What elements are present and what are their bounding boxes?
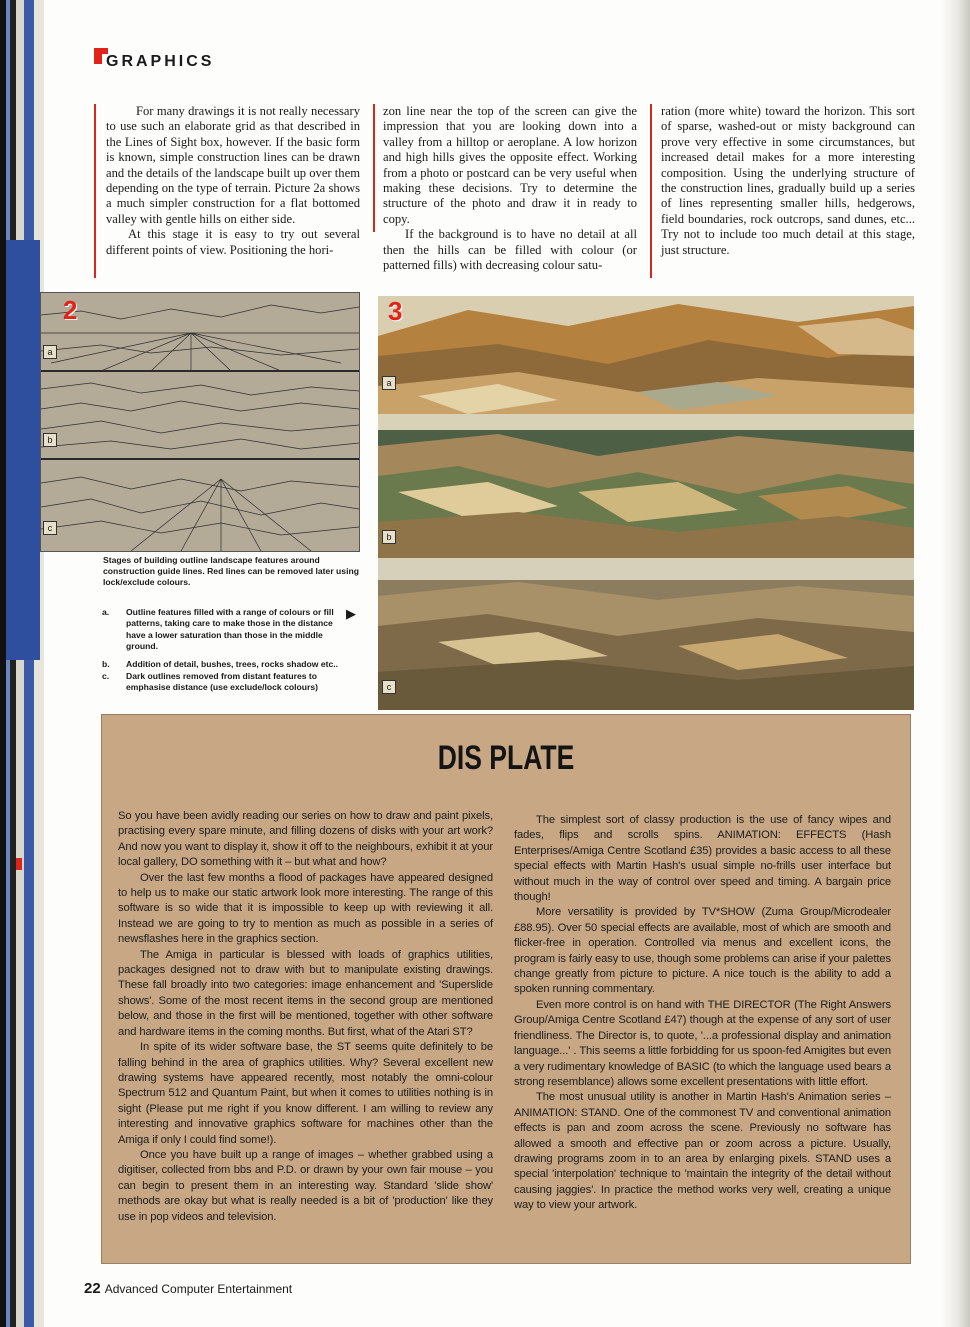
caption-item-text: Addition of detail, bushes, trees, rocks shadow etc.. [126, 659, 339, 669]
caption-item-text: Outline features filled with a range of colours or fill patterns, taking care to make those in the distance have a lower saturation than those in the middle ground. [126, 607, 334, 651]
column-rule [373, 104, 375, 232]
figure-2-image [40, 292, 360, 552]
figure-sub-label: c [382, 680, 396, 694]
figure-number: 2 [63, 295, 78, 325]
paragraph: More versatility is provided by TV*SHOW (Zuma Group/Microdealer £88.95). Over 50 special effects are available, most of which are smooth and flicker-free in operation. Controlled via menus and excellent icons, the program is fairly easy to use, though some problems can arise if your palettes change greatly from picture to picture. A nice touch is the ability to add a spoken running commentary. [514, 906, 891, 996]
figure-3-image [378, 296, 914, 710]
paragraph: ration (more white) toward the horizon. This sort of sparse, washed-out or misty background can prove very effective in some circumstances, but increased detail makes for a more interesting composition. Using the underlying structure of the construction lines, gradually build up a series of lines representing smaller hills, hedgerows, field boundaries, rock outcrops, sand dunes, etc... Try not to include too much detail at this stage, just structure. [661, 104, 915, 257]
paragraph: The most unusual utility is another in Martin Hash's Animation series – ANIMATION: STAND. One of the commonest TV and conventional animation effects is pan and zoom across the scene. Previously no software has allowed a smooth and effective pan or zoom across a picture. Usually, drawing programs zoom in to an area by enlarging pixels. STAND uses a special 'interpolation' technique to 'maintain the integrity of the detail without causing jaggies'. In practice the method works very well, creating a unique way to view your artwork. [514, 1091, 891, 1212]
paragraph: The simplest sort of classy production is the use of fancy wipes and fades, flips and scrolls spins. ANIMATION: EFFECTS (Hash Enterprises/Amiga Centre Scotland £35) provides a basic access to all these special effects with Martin Hash's usual simple no-frills user interface but without much in the way of control over speed and timing. A bargain price though! [514, 814, 891, 904]
text-column-2 [383, 104, 637, 273]
paragraph: Once you have built up a range of images – whether grabbed using a digitiser, collected from bbs and P.D. or drawn by your own fair mouse – you can begin to present them in an interesting way. Standard 'slide show' methods are okay but what is really needed is a bit of 'production' like they use in pop videos and television. [118, 1148, 493, 1223]
figure-3-drawing [378, 296, 914, 710]
page-number: 22 [84, 1280, 101, 1297]
figure-sub-label: b [382, 530, 396, 544]
figure-sub-label: c [43, 521, 57, 535]
figure-sub-label: a [382, 376, 396, 390]
feature-column-right [514, 813, 891, 1214]
column-rule [94, 104, 96, 278]
page-edge [940, 0, 970, 1327]
arrow-right-icon: ▶ [346, 606, 356, 621]
paragraph: So you have been avidly reading our series on how to draw and paint pixels, practising every spare minute, and filling dozens of disks with your art work? And now you want to display it, show it off to the neighbours, exhibit it at your local gallery, DO something with it – but what and how? [118, 810, 493, 869]
figure-sub-label: a [43, 345, 57, 359]
feature-box [101, 714, 911, 1264]
text-column-1 [106, 104, 360, 258]
figure-sub-label: b [43, 433, 57, 447]
binding-edge [0, 0, 44, 1327]
figure-2-drawing [41, 293, 359, 551]
feature-title: DIS PLATE [437, 739, 575, 777]
column-rule [650, 104, 652, 278]
caption-item-text: Dark outlines removed from distant features to emphasise distance (use exclude/lock colours) [126, 671, 318, 693]
binding-edge-band [0, 240, 44, 660]
paragraph: The Amiga in particular is blessed with loads of graphics utilities, packages designed not to draw with but to manipulate existing drawings. These fall broadly into two categories: image enhancement and 'Superslide shows'. Some of the most recent items in the second group are mentioned below, and those in the first will be mentioned, together with other software and hardware items in the coming months. But first, what of the Atari ST? [118, 948, 493, 1038]
figure-number: 3 [388, 296, 403, 326]
caption-item-label: c. [102, 671, 110, 681]
paragraph: Over the last few months a flood of packages have appeared designed to help us to make our static artwork look more interesting. The range of this software is so wide that it is impossible to keep up with reviewing it all. Instead we are going to try to mention as much as possible in a series of newsflashes here in the graphics section. [118, 871, 493, 946]
figure-2-caption: Stages of building outline landscape features around construction guide lines. Red lines can be removed later using lock/exclude colours. [103, 555, 359, 588]
paragraph: zon line near the top of the screen can give the impression that you are looking down into a valley from a hilltop or aeroplane. A low horizon and high hills gives the opposite effect. Working from a photo or postcard can be very useful when making these decisions. Try to determine the structure of the photo and draw it in ready to copy. [383, 104, 637, 226]
binding-red-mark [16, 858, 22, 870]
page-footer [84, 1280, 292, 1297]
text-column-3 [661, 104, 915, 258]
magazine-name: Advanced Computer Entertainment [104, 1282, 293, 1296]
paragraph: In spite of its wider software base, the ST seems quite definitely to be falling behind in the area of graphics utilities. Why? Several excellent new drawing systems have appeared recently, most notably the omni-colour Spectrum 512 and Quantum Paint, but when it comes to utilities nothing is in sight (Please put me right if you know different. I am willing to review any interesting and innovative graphics software for machines other than the Amiga if only I could find some!). [118, 1041, 493, 1146]
paragraph: If the background is to have no detail at all then the hills can be filled with colour (or patterned fills) with decreasing colour satu- [383, 227, 637, 273]
section-title: GRAPHICS [106, 53, 215, 70]
paragraph: For many drawings it is not really necessary to use such an elaborate grid as that described in the Lines of Sight box, however. If the basic form is known, simple construction lines can be drawn and the details of the landscape built up over them depending on the type of terrain. Picture 2a shows a much simpler construction for a flat bottomed valley with gentle hills on either side. [106, 104, 360, 226]
caption-item-label: a. [102, 607, 110, 617]
caption-item-label: b. [102, 659, 110, 669]
paragraph: At this stage it is easy to try out several different points of view. Positioning the hori- [106, 227, 360, 257]
feature-column-left [118, 809, 493, 1225]
paragraph: Even more control is on hand with THE DIRECTOR (The Right Answers Group/Amiga Centre Scotland £47) though at the expense of any sort of user friendliness. The Director is, to quote, '...a professional display and animation language...' . This seems a little forbidding for us spoon-fed Amigites but even a very rudimentary knowledge of BASIC (to which the language used bears a strong resemblance) allows some excellent presentations with little effort. [514, 998, 891, 1088]
